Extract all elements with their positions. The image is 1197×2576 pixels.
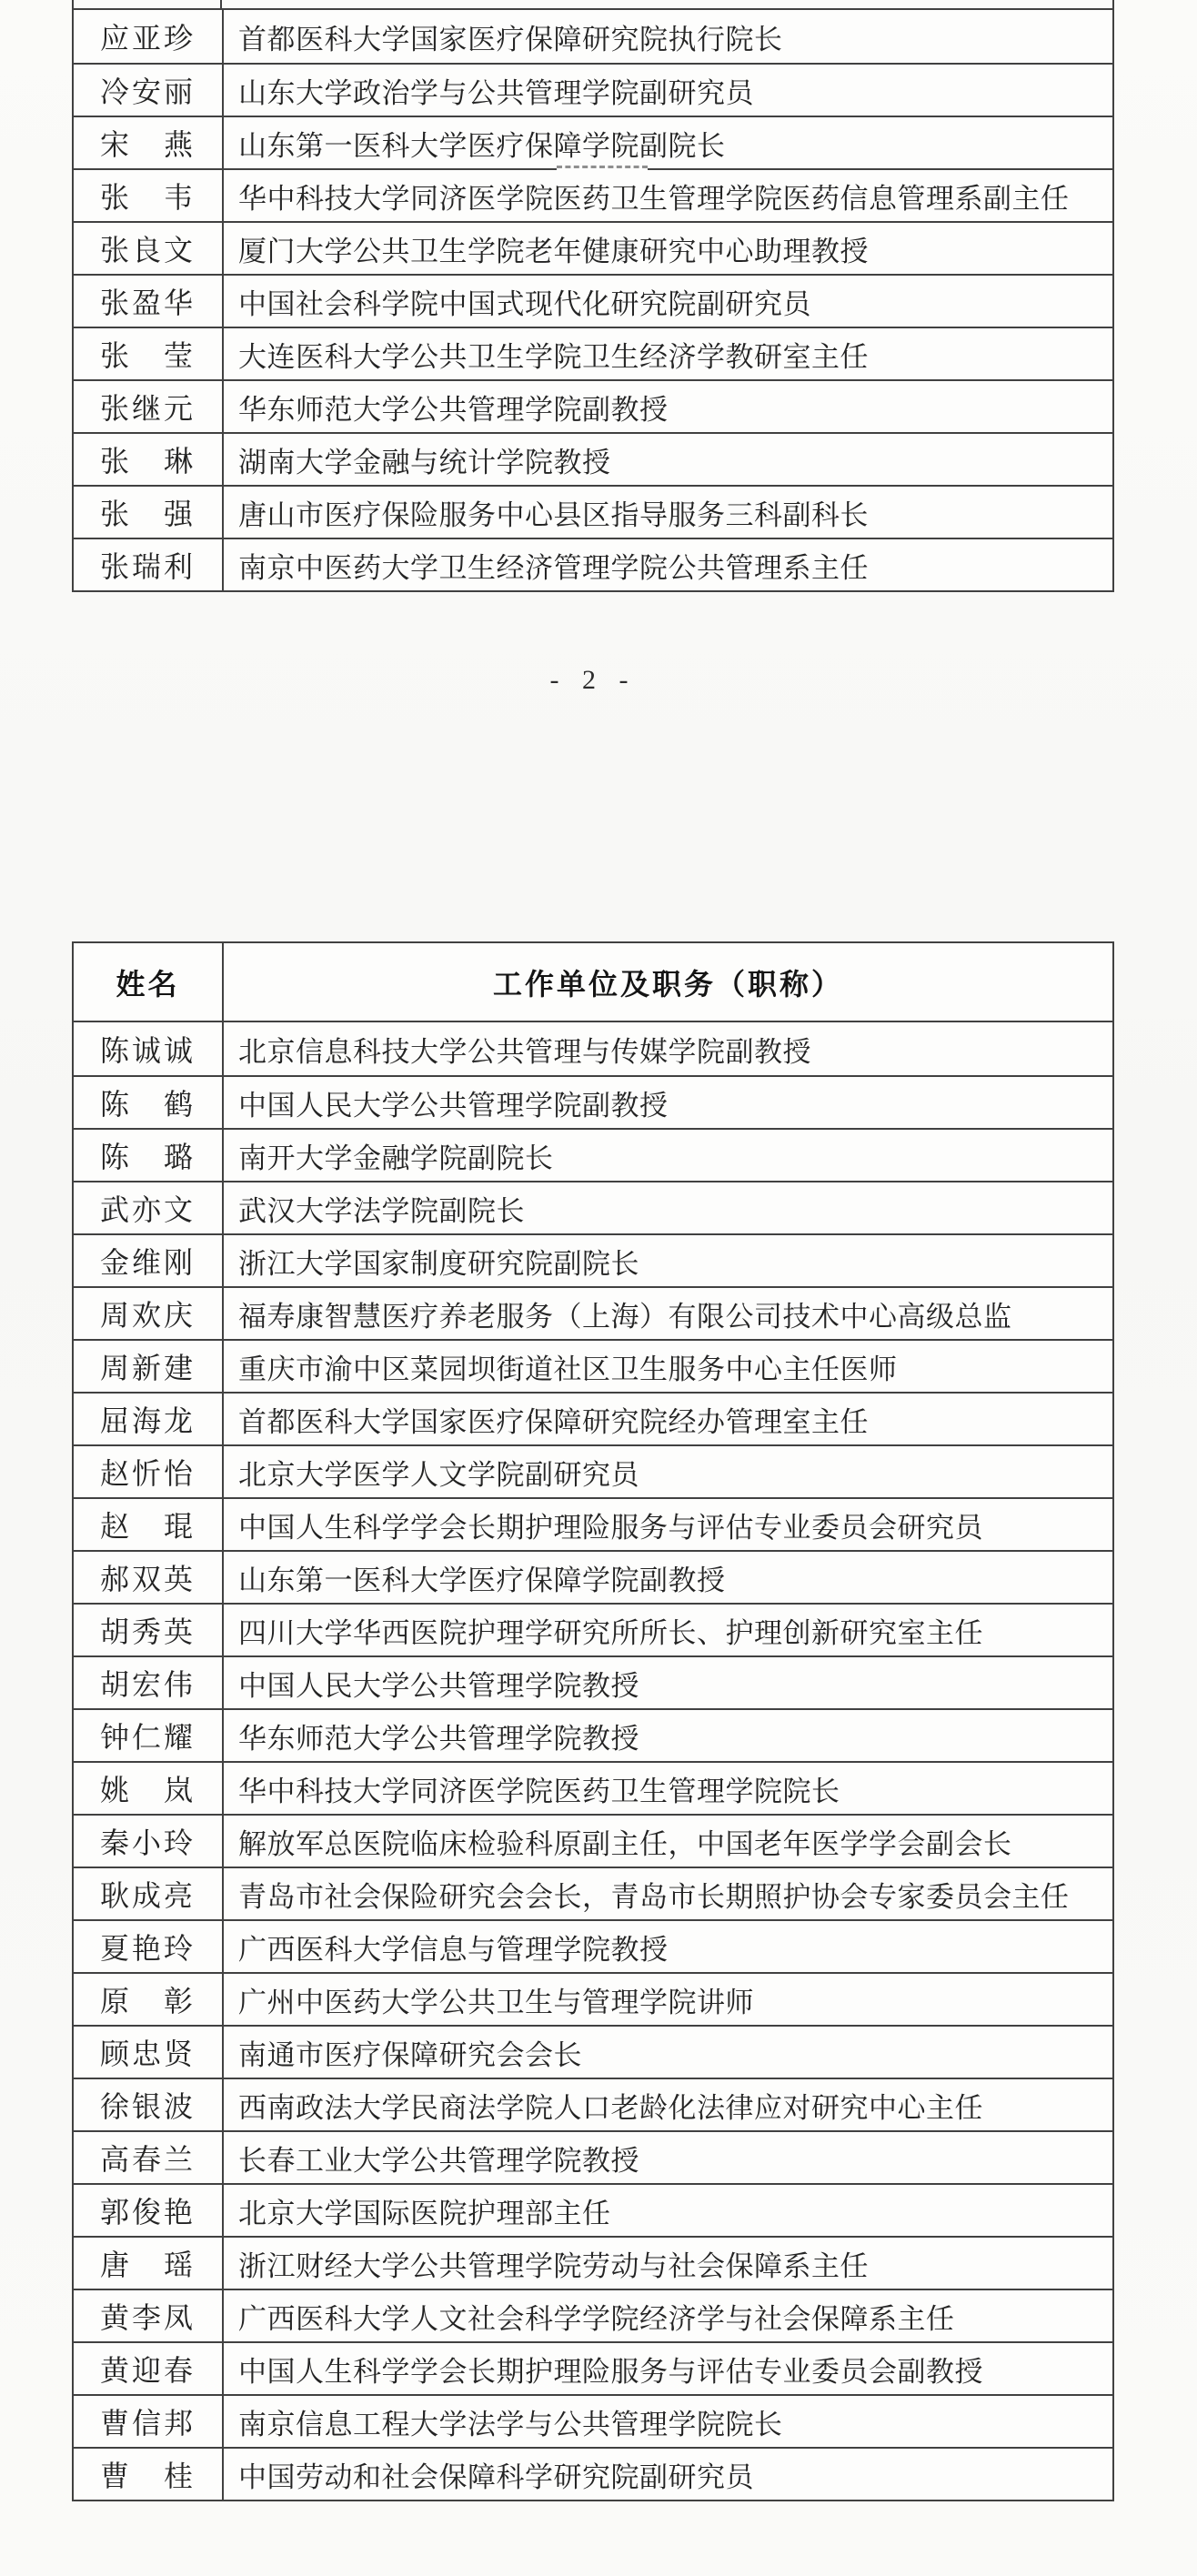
position-cell: 北京大学国际医院护理部主任 <box>238 2197 611 2229</box>
name-cell: 徐银波 <box>74 2079 224 2130</box>
position-cell: 山东第一医科大学医疗保障学院副教授 <box>238 1564 726 1596</box>
name-cell: 宋 燕 <box>74 117 224 168</box>
table-row <box>74 379 1112 432</box>
position-cell: 浙江大学国家制度研究院副院长 <box>238 1247 639 1280</box>
name-cell: 张良文 <box>74 223 224 274</box>
table-row <box>74 538 1112 590</box>
table-row <box>74 2447 1112 2500</box>
position-cell: 华东师范大学公共管理学院教授 <box>238 1722 639 1755</box>
position-cell: 首都医科大学国家医疗保障研究院执行院长 <box>238 23 783 55</box>
header-position-cell: 工作单位及职务（职称） <box>492 967 843 1001</box>
table-row <box>74 2289 1112 2341</box>
roster-table-page-bottom <box>72 941 1114 2501</box>
name-cell: 张继元 <box>74 381 224 432</box>
table-row <box>74 2183 1112 2236</box>
name-cell: 曹信邦 <box>74 2396 224 2447</box>
table-cut-edge-divider <box>220 0 222 8</box>
position-cell: 湖南大学金融与统计学院教授 <box>238 446 611 478</box>
position-cell: 长春工业大学公共管理学院教授 <box>238 2144 639 2177</box>
name-cell: 张 琳 <box>74 434 224 485</box>
table-row <box>74 432 1112 485</box>
position-cell: 西南政法大学民商法学院人口老龄化法律应对研究中心主任 <box>238 2091 983 2124</box>
table-row <box>74 2394 1112 2447</box>
table-row <box>74 1022 1112 1075</box>
position-cell: 大连医科大学公共卫生学院卫生经济学教研室主任 <box>238 340 869 373</box>
position-cell: 重庆市渝中区菜园坝街道社区卫生服务中心主任医师 <box>238 1353 898 1385</box>
name-cell: 原 彰 <box>74 1974 224 2025</box>
table-row <box>74 327 1112 379</box>
name-cell: 金维刚 <box>74 1235 224 1286</box>
header-name-cell: 姓名 <box>74 943 224 1021</box>
position-cell: 南京中医药大学卫生经济管理学院公共管理系主任 <box>238 551 869 584</box>
table-row <box>74 1655 1112 1708</box>
table-row <box>74 1181 1112 1233</box>
name-cell: 武亦文 <box>74 1182 224 1233</box>
name-cell: 耿成亮 <box>74 1868 224 1919</box>
name-cell: 陈 璐 <box>74 1130 224 1181</box>
name-cell: 周新建 <box>74 1341 224 1392</box>
position-cell: 中国人民大学公共管理学院副教授 <box>238 1089 669 1122</box>
position-cell: 南通市医疗保障研究会会长 <box>238 2038 582 2071</box>
name-cell: 胡宏伟 <box>74 1657 224 1708</box>
table-cut-edge-left <box>72 0 74 8</box>
position-cell: 青岛市社会保险研究会会长，青岛市长期照护协会专家委员会主任 <box>238 1880 1070 1913</box>
page-number: - 2 - <box>549 665 637 695</box>
table-row <box>74 1919 1112 1972</box>
table-body <box>74 10 1112 590</box>
table-row <box>74 1708 1112 1761</box>
table-row <box>74 116 1112 168</box>
name-cell: 赵 琨 <box>74 1499 224 1550</box>
table-row <box>74 2341 1112 2394</box>
table-row <box>74 168 1112 221</box>
scan-dash-artifact <box>557 166 648 170</box>
position-cell: 广西医科大学信息与管理学院教授 <box>238 1933 669 1966</box>
name-cell: 黄李凤 <box>74 2290 224 2341</box>
table-cut-edge-right <box>1112 0 1114 8</box>
name-cell: 应亚珍 <box>74 10 224 63</box>
position-cell: 中国人生科学学会长期护理险服务与评估专业委员会研究员 <box>238 1511 983 1544</box>
position-cell: 北京大学医学人文学院副研究员 <box>238 1458 639 1491</box>
name-cell: 顾忠贤 <box>74 2027 224 2078</box>
name-cell: 胡秀英 <box>74 1605 224 1655</box>
table-row <box>74 1392 1112 1444</box>
table-row <box>74 1550 1112 1603</box>
position-cell: 山东第一医科大学医疗保障学院副院长 <box>238 129 726 162</box>
position-cell: 山东大学政治学与公共管理学院副研究员 <box>238 76 754 109</box>
table-row <box>74 1233 1112 1286</box>
position-cell: 华东师范大学公共管理学院副教授 <box>238 393 669 426</box>
name-cell: 曹 桂 <box>74 2449 224 2500</box>
table-row <box>74 2130 1112 2183</box>
position-cell: 广西医科大学人文社会科学学院经济学与社会保障系主任 <box>238 2302 955 2335</box>
table-row <box>74 2078 1112 2130</box>
table-row <box>74 1497 1112 1550</box>
table-row <box>74 1972 1112 2025</box>
table-row <box>74 2025 1112 2078</box>
position-cell: 华中科技大学同济医学院医药卫生管理学院医药信息管理系副主任 <box>238 182 1070 215</box>
name-cell: 屈海龙 <box>74 1394 224 1444</box>
position-cell: 北京信息科技大学公共管理与传媒学院副教授 <box>238 1035 811 1068</box>
name-cell: 张瑞利 <box>74 539 224 590</box>
name-cell: 张 强 <box>74 487 224 538</box>
table-row <box>74 221 1112 274</box>
position-cell: 中国人民大学公共管理学院教授 <box>238 1669 639 1702</box>
position-cell: 武汉大学法学院副院长 <box>238 1194 525 1227</box>
position-cell: 首都医科大学国家医疗保障研究院经办管理室主任 <box>238 1405 869 1438</box>
name-cell: 张 韦 <box>74 170 224 221</box>
position-cell: 浙江财经大学公共管理学院劳动与社会保障系主任 <box>238 2249 869 2282</box>
table-row <box>74 1339 1112 1392</box>
position-cell: 南开大学金融学院副院长 <box>238 1142 554 1174</box>
name-cell: 黄迎春 <box>74 2343 224 2394</box>
table-row <box>74 485 1112 538</box>
position-cell: 中国人生科学学会长期护理险服务与评估专业委员会副教授 <box>238 2355 983 2388</box>
name-cell: 冷安丽 <box>74 65 224 116</box>
name-cell: 赵忻怡 <box>74 1446 224 1497</box>
table-row <box>74 1867 1112 1919</box>
table-row <box>74 10 1112 63</box>
table-row <box>74 274 1112 327</box>
table-body <box>74 1022 1112 2500</box>
table-row <box>74 1761 1112 1814</box>
name-cell: 陈 鹤 <box>74 1077 224 1128</box>
name-cell: 钟仁耀 <box>74 1710 224 1761</box>
name-cell: 高春兰 <box>74 2132 224 2183</box>
position-cell: 解放军总医院临床检验科原副主任，中国老年医学学会副会长 <box>238 1827 1012 1860</box>
name-cell: 夏艳玲 <box>74 1921 224 1972</box>
name-cell: 郝双英 <box>74 1552 224 1603</box>
table-row <box>74 2236 1112 2289</box>
table-row <box>74 1444 1112 1497</box>
position-cell: 唐山市医疗保险服务中心县区指导服务三科副科长 <box>238 498 869 531</box>
position-cell: 四川大学华西医院护理学研究所所长、护理创新研究室主任 <box>238 1616 983 1649</box>
position-cell: 华中科技大学同济医学院医药卫生管理学院院长 <box>238 1775 840 1807</box>
position-cell: 中国社会科学院中国式现代化研究院副研究员 <box>238 287 811 320</box>
table-row <box>74 1814 1112 1867</box>
name-cell: 秦小玲 <box>74 1816 224 1867</box>
name-cell: 张 莹 <box>74 328 224 379</box>
position-cell: 中国劳动和社会保障科学研究院副研究员 <box>238 2460 754 2493</box>
position-cell: 厦门大学公共卫生学院老年健康研究中心助理教授 <box>238 235 869 267</box>
roster-table-page-top <box>72 8 1114 592</box>
name-cell: 姚 岚 <box>74 1763 224 1814</box>
name-cell: 郭俊艳 <box>74 2185 224 2236</box>
table-row <box>74 1603 1112 1655</box>
name-cell: 陈诚诚 <box>74 1022 224 1075</box>
name-cell: 周欢庆 <box>74 1288 224 1339</box>
table-row <box>74 63 1112 116</box>
table-row <box>74 1128 1112 1181</box>
table-row <box>74 1286 1112 1339</box>
table-header-row <box>74 943 1112 1022</box>
position-cell: 南京信息工程大学法学与公共管理学院院长 <box>238 2408 783 2440</box>
position-cell: 广州中医药大学公共卫生与管理学院讲师 <box>238 1986 754 2018</box>
table-row <box>74 1075 1112 1128</box>
name-cell: 唐 瑶 <box>74 2238 224 2289</box>
name-cell: 张盈华 <box>74 276 224 327</box>
position-cell: 福寿康智慧医疗养老服务（上海）有限公司技术中心高级总监 <box>238 1300 1012 1333</box>
